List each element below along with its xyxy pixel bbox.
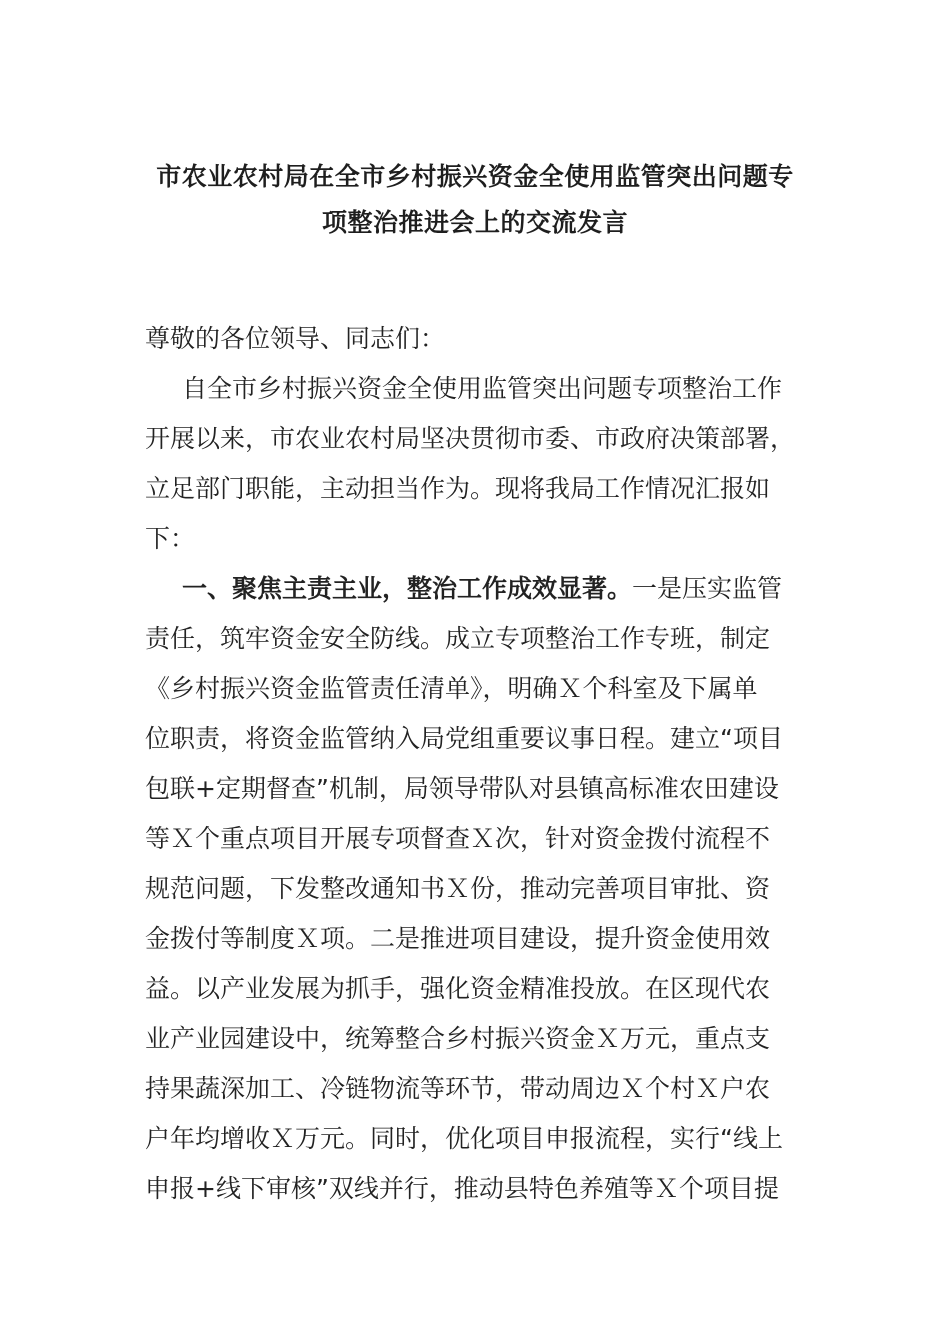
paragraph-1-line-1: 自全市乡村振兴资金全使用监管突出问题专项整治工作 [182, 374, 783, 403]
title-line-2: 项整治推进会上的交流发言 [321, 208, 628, 237]
section-1-first-line-rest: 一是压实监管 [632, 574, 783, 603]
section-1-first-line [145, 564, 805, 614]
paragraph-1-line-4: 下： [145, 524, 196, 553]
section-1-line: 申报+线下审核”双线并行，推动县特色养殖等Ｘ个项目提 [145, 1174, 779, 1203]
section-1-line: 益。以产业发展为抓手，强化资金精准投放。在区现代农 [145, 974, 771, 1003]
section-1-line: 户年均增收Ｘ万元。同时，优化项目申报流程，实行“线上 [145, 1124, 783, 1153]
section-1-heading: 一、聚焦主责主业，整治工作成效显著。 [182, 574, 633, 603]
section-1-line: 金拨付等制度Ｘ项。二是推进项目建设，提升资金使用效 [145, 924, 771, 953]
section-1-line: 业产业园建设中，统筹整合乡村振兴资金Ｘ万元，重点支 [145, 1024, 771, 1053]
document-body [145, 364, 805, 1214]
document-title [140, 154, 810, 246]
section-1-line: 持果蔬深加工、冷链物流等环节，带动周边Ｘ个村Ｘ户农 [145, 1074, 771, 1103]
section-1-line: 等Ｘ个重点项目开展专项督查Ｘ次，针对资金拨付流程不 [145, 824, 771, 853]
section-1-line: 规范问题，下发整改通知书Ｘ份，推动完善项目审批、资 [145, 874, 771, 903]
section-1-line: 包联+定期督查”机制，局领导带队对县镇高标准农田建设 [145, 774, 779, 803]
section-1-line: 责任，筑牢资金安全防线。成立专项整治工作专班，制定 [145, 624, 771, 653]
section-1-line: 《乡村振兴资金监管责任清单》，明确Ｘ个科室及下属单 [145, 674, 758, 703]
title-line-1: 市农业农村局在全市乡村振兴资金全使用监管突出问题专 [156, 162, 794, 191]
paragraph-1-line-2: 开展以来，市农业农村局坚决贯彻市委、市政府决策部署， [145, 424, 796, 453]
section-1-line: 位职责，将资金监管纳入局党组重要议事日程。建立“项目 [145, 724, 783, 753]
salutation: 尊敬的各位领导、同志们： [145, 324, 446, 353]
paragraph-1-line-3: 立足部门职能，主动担当作为。现将我局工作情况汇报如 [145, 474, 771, 503]
